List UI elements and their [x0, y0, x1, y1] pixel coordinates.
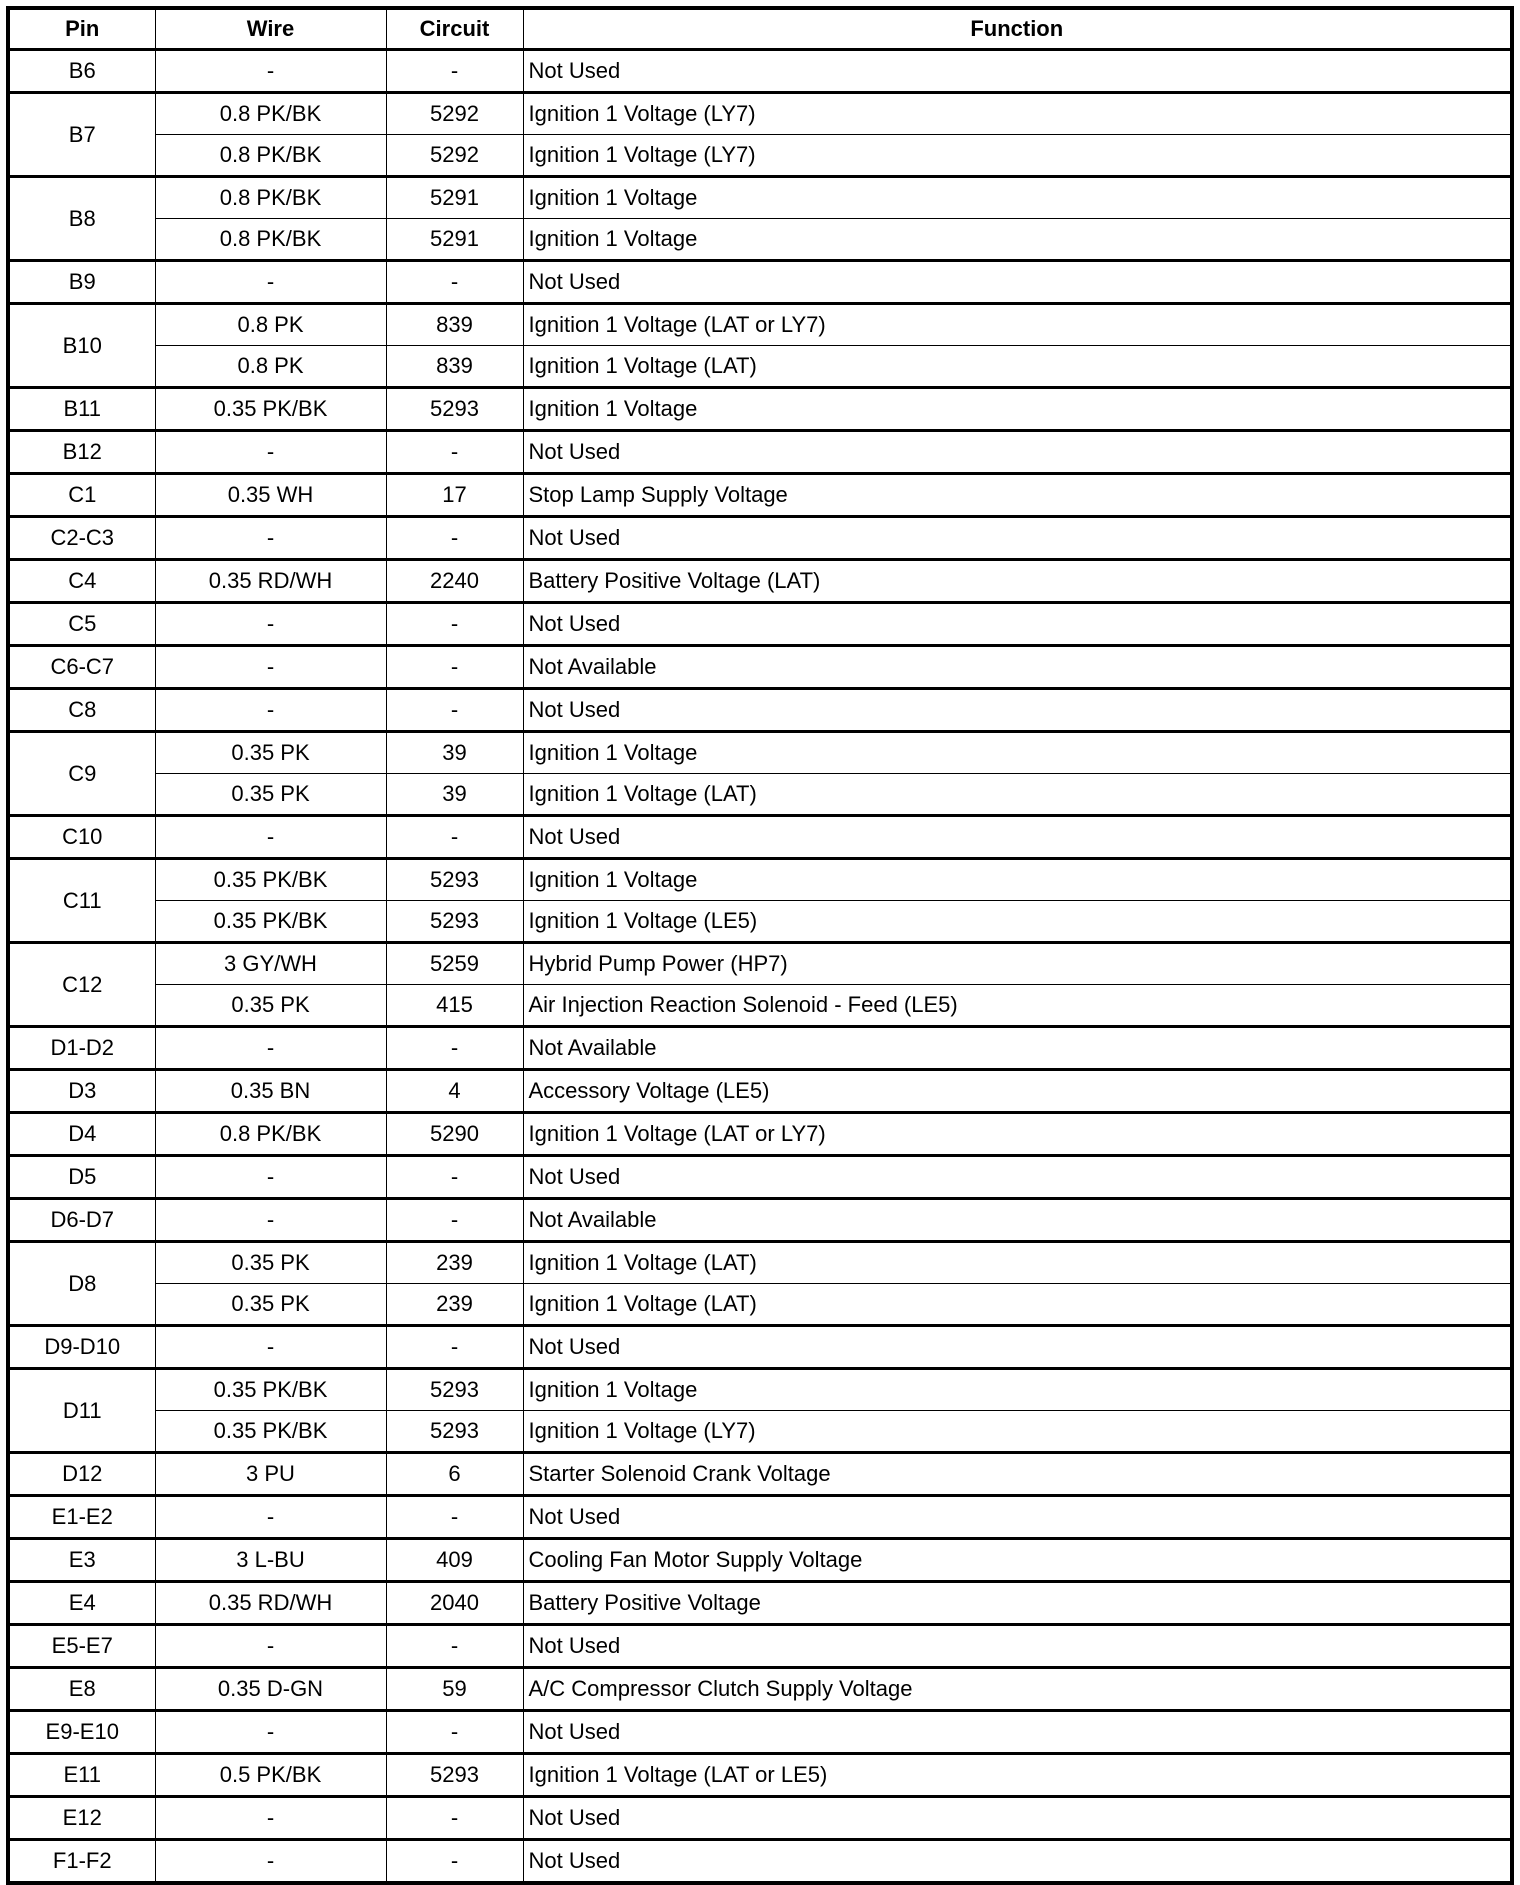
- circuit-cell: 5293: [386, 859, 523, 901]
- wire-cell: 0.5 PK/BK: [155, 1754, 386, 1797]
- table-row: [8, 1070, 1512, 1113]
- pin-cell: C4: [8, 560, 155, 603]
- table-row: [8, 219, 1512, 261]
- circuit-cell: 5292: [386, 93, 523, 135]
- function-cell: Ignition 1 Voltage (LAT or LE5): [523, 1754, 1512, 1797]
- table-row: [8, 1797, 1512, 1840]
- wire-cell: 0.35 PK/BK: [155, 859, 386, 901]
- table-row: [8, 732, 1512, 774]
- function-cell: Ignition 1 Voltage (LAT or LY7): [523, 304, 1512, 346]
- table-row: [8, 1027, 1512, 1070]
- function-cell: Not Used: [523, 1840, 1512, 1884]
- circuit-cell: -: [386, 261, 523, 304]
- wire-cell: 0.8 PK/BK: [155, 177, 386, 219]
- circuit-cell: 839: [386, 346, 523, 388]
- function-cell: Accessory Voltage (LE5): [523, 1070, 1512, 1113]
- pin-cell: D8: [8, 1242, 155, 1326]
- pin-cell: E8: [8, 1668, 155, 1711]
- circuit-cell: 5291: [386, 177, 523, 219]
- pin-cell: C10: [8, 816, 155, 859]
- wire-cell: 0.35 D-GN: [155, 1668, 386, 1711]
- pin-cell: B11: [8, 388, 155, 431]
- table-row: [8, 1326, 1512, 1369]
- pin-cell: D9-D10: [8, 1326, 155, 1369]
- wire-cell: 0.35 PK: [155, 1242, 386, 1284]
- wire-cell: 3 PU: [155, 1453, 386, 1496]
- table-row: [8, 943, 1512, 985]
- function-cell: A/C Compressor Clutch Supply Voltage: [523, 1668, 1512, 1711]
- function-cell: Ignition 1 Voltage (LAT or LY7): [523, 1113, 1512, 1156]
- wire-cell: 0.35 PK: [155, 774, 386, 816]
- circuit-cell: -: [386, 1326, 523, 1369]
- wire-cell: 0.35 PK: [155, 1284, 386, 1326]
- table-row: [8, 1284, 1512, 1326]
- pin-cell: C2-C3: [8, 517, 155, 560]
- function-cell: Hybrid Pump Power (HP7): [523, 943, 1512, 985]
- pin-cell: C6-C7: [8, 646, 155, 689]
- circuit-cell: 239: [386, 1284, 523, 1326]
- pin-cell: E5-E7: [8, 1625, 155, 1668]
- circuit-cell: -: [386, 1625, 523, 1668]
- wire-cell: 0.8 PK: [155, 304, 386, 346]
- table-row: [8, 1411, 1512, 1453]
- function-cell: Not Used: [523, 50, 1512, 93]
- wire-cell: -: [155, 1625, 386, 1668]
- wire-cell: 0.35 RD/WH: [155, 560, 386, 603]
- wire-cell: 0.8 PK/BK: [155, 219, 386, 261]
- circuit-cell: -: [386, 517, 523, 560]
- function-cell: Ignition 1 Voltage (LAT): [523, 774, 1512, 816]
- wire-cell: 3 GY/WH: [155, 943, 386, 985]
- function-cell: Ignition 1 Voltage (LY7): [523, 135, 1512, 177]
- pin-cell: D12: [8, 1453, 155, 1496]
- table-row: [8, 1242, 1512, 1284]
- circuit-cell: 5291: [386, 219, 523, 261]
- pin-cell: D6-D7: [8, 1199, 155, 1242]
- pin-cell: E1-E2: [8, 1496, 155, 1539]
- table-row: [8, 1156, 1512, 1199]
- wire-cell: 0.8 PK/BK: [155, 93, 386, 135]
- function-cell: Ignition 1 Voltage (LY7): [523, 1411, 1512, 1453]
- pin-cell: D3: [8, 1070, 155, 1113]
- function-cell: Not Used: [523, 431, 1512, 474]
- pin-cell: E3: [8, 1539, 155, 1582]
- pin-cell: C11: [8, 859, 155, 943]
- wire-cell: -: [155, 50, 386, 93]
- function-cell: Battery Positive Voltage: [523, 1582, 1512, 1625]
- circuit-cell: 39: [386, 774, 523, 816]
- pin-cell: B9: [8, 261, 155, 304]
- wire-cell: -: [155, 646, 386, 689]
- table-body: [8, 50, 1512, 1884]
- function-cell: Not Available: [523, 1199, 1512, 1242]
- function-cell: Not Used: [523, 603, 1512, 646]
- table-row: [8, 93, 1512, 135]
- circuit-cell: -: [386, 1496, 523, 1539]
- function-cell: Ignition 1 Voltage: [523, 732, 1512, 774]
- pin-cell: C8: [8, 689, 155, 732]
- function-cell: Ignition 1 Voltage (LAT): [523, 1284, 1512, 1326]
- wire-cell: -: [155, 816, 386, 859]
- table-row: [8, 560, 1512, 603]
- table-row: [8, 1840, 1512, 1884]
- wire-cell: 0.35 BN: [155, 1070, 386, 1113]
- wire-cell: -: [155, 261, 386, 304]
- table-row: [8, 1539, 1512, 1582]
- table-row: [8, 646, 1512, 689]
- table-row: [8, 1582, 1512, 1625]
- function-cell: Stop Lamp Supply Voltage: [523, 474, 1512, 517]
- header-pin: Pin: [8, 8, 155, 50]
- function-cell: Battery Positive Voltage (LAT): [523, 560, 1512, 603]
- function-cell: Not Used: [523, 1625, 1512, 1668]
- pin-cell: E4: [8, 1582, 155, 1625]
- table-row: [8, 346, 1512, 388]
- function-cell: Ignition 1 Voltage: [523, 388, 1512, 431]
- table-row: [8, 774, 1512, 816]
- function-cell: Ignition 1 Voltage: [523, 219, 1512, 261]
- table-header-row: [8, 8, 1512, 50]
- table-row: [8, 1496, 1512, 1539]
- wire-cell: -: [155, 1199, 386, 1242]
- function-cell: Not Used: [523, 1326, 1512, 1369]
- circuit-cell: 409: [386, 1539, 523, 1582]
- circuit-cell: 2240: [386, 560, 523, 603]
- circuit-cell: 239: [386, 1242, 523, 1284]
- circuit-cell: 839: [386, 304, 523, 346]
- circuit-cell: 5290: [386, 1113, 523, 1156]
- circuit-cell: -: [386, 1797, 523, 1840]
- circuit-cell: 5293: [386, 1411, 523, 1453]
- circuit-cell: -: [386, 1156, 523, 1199]
- function-cell: Ignition 1 Voltage: [523, 859, 1512, 901]
- pin-cell: B10: [8, 304, 155, 388]
- function-cell: Ignition 1 Voltage (LAT): [523, 1242, 1512, 1284]
- pin-cell: D4: [8, 1113, 155, 1156]
- circuit-cell: 6: [386, 1453, 523, 1496]
- connector-pinout-table: [6, 6, 1514, 1885]
- circuit-cell: -: [386, 603, 523, 646]
- pin-cell: D5: [8, 1156, 155, 1199]
- function-cell: Not Available: [523, 646, 1512, 689]
- circuit-cell: -: [386, 646, 523, 689]
- circuit-cell: 59: [386, 1668, 523, 1711]
- circuit-cell: -: [386, 50, 523, 93]
- function-cell: Not Used: [523, 261, 1512, 304]
- function-cell: Not Used: [523, 517, 1512, 560]
- header-wire: Wire: [155, 8, 386, 50]
- table-row: [8, 50, 1512, 93]
- circuit-cell: 2040: [386, 1582, 523, 1625]
- circuit-cell: 39: [386, 732, 523, 774]
- wire-cell: 0.8 PK: [155, 346, 386, 388]
- circuit-cell: 5293: [386, 1754, 523, 1797]
- wire-cell: -: [155, 1326, 386, 1369]
- table-row: [8, 1199, 1512, 1242]
- function-cell: Not Used: [523, 1711, 1512, 1754]
- function-cell: Ignition 1 Voltage (LAT): [523, 346, 1512, 388]
- circuit-cell: -: [386, 1199, 523, 1242]
- circuit-cell: 17: [386, 474, 523, 517]
- wire-cell: 0.35 PK/BK: [155, 901, 386, 943]
- table-row: [8, 901, 1512, 943]
- function-cell: Ignition 1 Voltage (LY7): [523, 93, 1512, 135]
- table-row: [8, 177, 1512, 219]
- function-cell: Not Used: [523, 1496, 1512, 1539]
- header-function: Function: [523, 8, 1512, 50]
- table-row: [8, 1369, 1512, 1411]
- wire-cell: 0.35 PK: [155, 985, 386, 1027]
- table-row: [8, 474, 1512, 517]
- function-cell: Cooling Fan Motor Supply Voltage: [523, 1539, 1512, 1582]
- pin-cell: E11: [8, 1754, 155, 1797]
- pin-cell: B6: [8, 50, 155, 93]
- circuit-cell: -: [386, 1711, 523, 1754]
- wire-cell: -: [155, 1797, 386, 1840]
- table-row: [8, 689, 1512, 732]
- table-row: [8, 859, 1512, 901]
- circuit-cell: 5293: [386, 901, 523, 943]
- pin-cell: B8: [8, 177, 155, 261]
- pin-cell: D11: [8, 1369, 155, 1453]
- function-cell: Ignition 1 Voltage: [523, 177, 1512, 219]
- wire-cell: 0.35 PK/BK: [155, 1369, 386, 1411]
- function-cell: Not Used: [523, 1156, 1512, 1199]
- table-row: [8, 603, 1512, 646]
- wire-cell: -: [155, 1027, 386, 1070]
- wire-cell: 0.8 PK/BK: [155, 135, 386, 177]
- table-row: [8, 517, 1512, 560]
- circuit-cell: -: [386, 816, 523, 859]
- circuit-cell: 5292: [386, 135, 523, 177]
- pin-cell: E9-E10: [8, 1711, 155, 1754]
- table-row: [8, 261, 1512, 304]
- table-row: [8, 1453, 1512, 1496]
- circuit-cell: -: [386, 431, 523, 474]
- table-row: [8, 135, 1512, 177]
- circuit-cell: -: [386, 1840, 523, 1884]
- wire-cell: -: [155, 431, 386, 474]
- table-row: [8, 388, 1512, 431]
- circuit-cell: 4: [386, 1070, 523, 1113]
- function-cell: Not Used: [523, 816, 1512, 859]
- header-circuit: Circuit: [386, 8, 523, 50]
- pin-cell: C1: [8, 474, 155, 517]
- pin-cell: E12: [8, 1797, 155, 1840]
- wire-cell: -: [155, 1840, 386, 1884]
- wire-cell: 0.35 PK/BK: [155, 388, 386, 431]
- circuit-cell: 5259: [386, 943, 523, 985]
- table-row: [8, 1754, 1512, 1797]
- pin-cell: C9: [8, 732, 155, 816]
- table-row: [8, 1113, 1512, 1156]
- wire-cell: -: [155, 517, 386, 560]
- wire-cell: 0.35 PK: [155, 732, 386, 774]
- wire-cell: -: [155, 1496, 386, 1539]
- wire-cell: -: [155, 603, 386, 646]
- circuit-cell: 5293: [386, 1369, 523, 1411]
- circuit-cell: -: [386, 689, 523, 732]
- table-row: [8, 1668, 1512, 1711]
- table-row: [8, 1625, 1512, 1668]
- wire-cell: 0.8 PK/BK: [155, 1113, 386, 1156]
- function-cell: Not Used: [523, 1797, 1512, 1840]
- table-row: [8, 304, 1512, 346]
- wire-cell: -: [155, 1156, 386, 1199]
- wire-cell: 3 L-BU: [155, 1539, 386, 1582]
- pin-cell: D1-D2: [8, 1027, 155, 1070]
- pin-cell: C5: [8, 603, 155, 646]
- wire-cell: 0.35 WH: [155, 474, 386, 517]
- wire-cell: 0.35 RD/WH: [155, 1582, 386, 1625]
- table-row: [8, 816, 1512, 859]
- function-cell: Starter Solenoid Crank Voltage: [523, 1453, 1512, 1496]
- circuit-cell: 5293: [386, 388, 523, 431]
- wire-cell: -: [155, 689, 386, 732]
- pin-cell: F1-F2: [8, 1840, 155, 1884]
- pin-cell: C12: [8, 943, 155, 1027]
- wire-cell: -: [155, 1711, 386, 1754]
- function-cell: Ignition 1 Voltage (LE5): [523, 901, 1512, 943]
- wire-cell: 0.35 PK/BK: [155, 1411, 386, 1453]
- table-row: [8, 1711, 1512, 1754]
- function-cell: Not Used: [523, 689, 1512, 732]
- function-cell: Air Injection Reaction Solenoid - Feed (LE5): [523, 985, 1512, 1027]
- function-cell: Not Available: [523, 1027, 1512, 1070]
- table-row: [8, 431, 1512, 474]
- pin-cell: B12: [8, 431, 155, 474]
- function-cell: Ignition 1 Voltage: [523, 1369, 1512, 1411]
- table-row: [8, 985, 1512, 1027]
- pin-cell: B7: [8, 93, 155, 177]
- circuit-cell: -: [386, 1027, 523, 1070]
- circuit-cell: 415: [386, 985, 523, 1027]
